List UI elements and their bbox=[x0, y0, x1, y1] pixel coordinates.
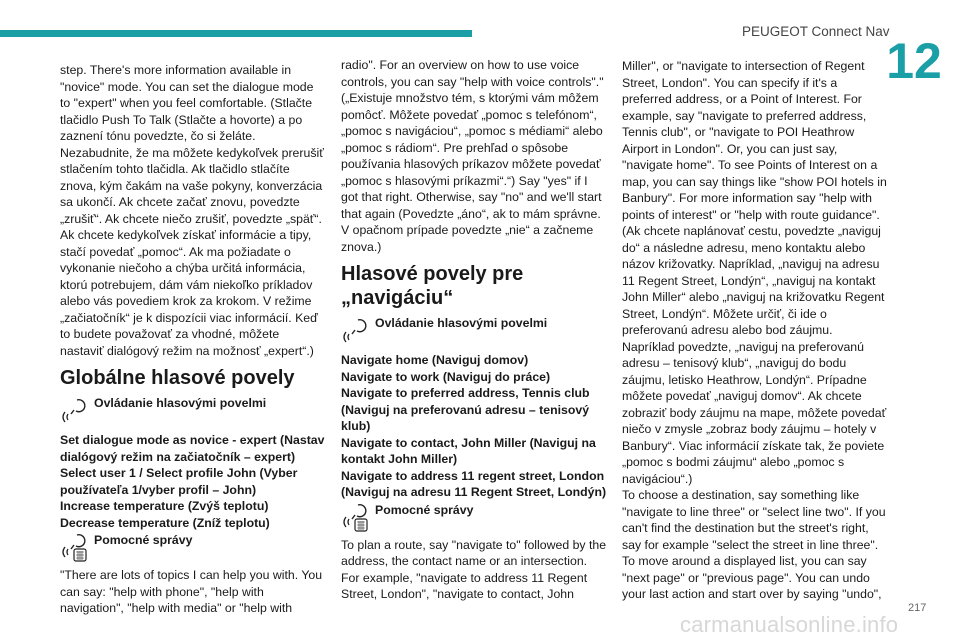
col2-help-text: To plan a route, say "navigate to" followed by the address, the contact name or an intersection. For example, "navigate to address 11 Regent Street, London", "navigate to contact, John bbox=[341, 537, 607, 601]
page-number: 217 bbox=[908, 602, 927, 614]
col2-voice-label: Ovládanie hlasovými povelmi bbox=[375, 316, 548, 330]
col2-help-sub bbox=[341, 501, 607, 533]
col1-command: Increase temperature (Zvýš teplotu) bbox=[60, 499, 269, 513]
help-messages-icon bbox=[60, 531, 92, 563]
col2-help-label: Pomocné správy bbox=[375, 502, 474, 517]
watermark: carmanualsonline.info bbox=[680, 612, 899, 637]
col3-text-2: To choose a destination, say something like "navigate to line three" or "select line two". If you can't find the destination but the street's right, say for example "select the street in line three". To move around a displayed list, you can say "next page" or "previous page". You can undo your last action and start over by saying "undo", bbox=[622, 488, 886, 601]
col1-command: Decrease temperature (Zníž teplotu) bbox=[60, 515, 270, 530]
col1-help-label: Pomocné správy bbox=[94, 533, 193, 547]
col1-voice-sub bbox=[60, 394, 326, 426]
col2-command: Navigate home (Naviguj domov) bbox=[341, 353, 529, 367]
col2-command: Navigate to address 11 regent street, London (Naviguj na adresu 11 Regent Street, Londýn) bbox=[341, 468, 607, 499]
voice-control-icon bbox=[341, 314, 373, 346]
col1-heading: Globálne hlasové povely bbox=[60, 367, 295, 389]
col1-command: Select user 1 / Select profile John (Vyber používateľa 1/vyber profil – John) bbox=[60, 466, 298, 497]
column-2 bbox=[341, 57, 607, 603]
col2-command: Navigate to work (Naviguj do práce) bbox=[341, 369, 551, 384]
col3-text-1: Miller", or "navigate to intersection of Regent Street, London". You can specify if it's a preferred address, or a Point of Interest. For example, say "navigate to preferred address, Tennis club", or "navigate to POI Heathrow Airport in London". Or, you can just say, "navigate home". To see Points of Interest on a map, you can say things like "show POI hotels in Banbury". For more information say "help with points of interest" or "help with route guidance". (Ak chcete naplánovať cestu, povedzte „naviguj do“ a následne adresu, meno kontaktu alebo názov križovatky. Napríklad, „naviguj na adresu 11 Regent Street, Londýn“, „naviguj na kontakt John Miller“ alebo „naviguj na križovatku Regent Street, Londýn“. Môžete určiť, či ide o preferovanú adresu alebo bod záujmu. Napríklad povedzte, „naviguj na preferovanú adresu – tenisový klub“, „naviguj do bodu záujmu, letisko Heathrow, Londýn“. Prípadne môžete povedať „naviguj domov“. Ak chcete zobraziť body záujmu na mape, môžete povedať niečo v zmysle „zobraz body záujmu – hotely v Banbury“. Viac informácií získate tak, že poviete „pomoc s bodmi záujmu“ alebo „pomoc s navigáciou“.) bbox=[622, 59, 887, 486]
col1-voice-label: Ovládanie hlasovými povelmi bbox=[94, 396, 267, 410]
col1-command: Set dialogue mode as novice - expert (Nastav dialógový režim na začiatočník – expert) bbox=[60, 433, 325, 464]
chapter-number: 12 bbox=[886, 33, 942, 89]
col2-intro: radio". For an overview on how to use voice controls, you can say "help with voice controls"." („Existuje množstvo tém, s ktorými vám môžem pomôcť. Môžete povedať „pomoc s telefónom“, „pomoc s navigáciou“, „pomoc s médiami“ alebo „pomoc s rádiom“. Pre prehľad o spôsobe používania hlasových príkazov môžete povedať „pomoc s hlasovými príkazmi“.“) Say "yes" if I got that right. Otherwise, say "no" and we'll start that again (Povedzte „áno“, ak to mám správne. V opačnom prípade povedzte „nie“ a začneme znova.) bbox=[341, 58, 604, 254]
column-1 bbox=[60, 62, 326, 617]
column-3 bbox=[622, 58, 888, 603]
col2-command: Navigate to contact, John Miller (Naviguj na kontakt John Miller) bbox=[341, 435, 596, 466]
col1-intro: step. There's more information available in "novice" mode. You can set the dialogue mode to "expert" when you feel comfortable. (Stlačte tlačidlo Push To Talk (Stlačte a hovorte) a po zaznení tónu povedzte, čo si želáte. Nezabudnite, že ma môžete kedykoľvek prerušiť stlačením tohto tlačidla. Ak tlačidlo stlačíte znova, kým čakám na vaše pokyny, konverzácia sa ukončí. Ak chcete začať znovu, povedzte „zrušiť“. Ak chcete niečo zrušiť, povedzte „späť“. Ak chcete kedykoľvek získať informácie a tipy, stačí povedať „pomoc“. Ak ma požiadate o vykonanie niečoho a chýba určitá informácia, ktorú potrebujem, dám vám niekoľko príkladov alebo vás povediem krok za krokom. V režime „začiatočník“ je k dispozícii viac informácií. Keď to budete považovať za vhodné, môžete nastaviť dialógový režim na možnosť „expert“.) bbox=[60, 63, 324, 358]
header-accent-bar bbox=[0, 30, 472, 37]
col1-help-sub bbox=[60, 531, 326, 563]
header-title: PEUGEOT Connect Nav bbox=[742, 24, 890, 39]
col2-voice-sub bbox=[341, 314, 607, 346]
col2-heading: Hlasové povely pre „navigáciu“ bbox=[341, 263, 524, 309]
help-messages-icon bbox=[341, 501, 373, 533]
voice-control-icon bbox=[60, 394, 92, 426]
col1-help-text: "There are lots of topics I can help you with. You can say: "help with phone", "help with navigation", "help with media" or "help with bbox=[60, 568, 323, 615]
col2-command: Navigate to preferred address, Tennis club (Naviguj na preferovanú adresu – tenisový klub) bbox=[341, 386, 590, 433]
